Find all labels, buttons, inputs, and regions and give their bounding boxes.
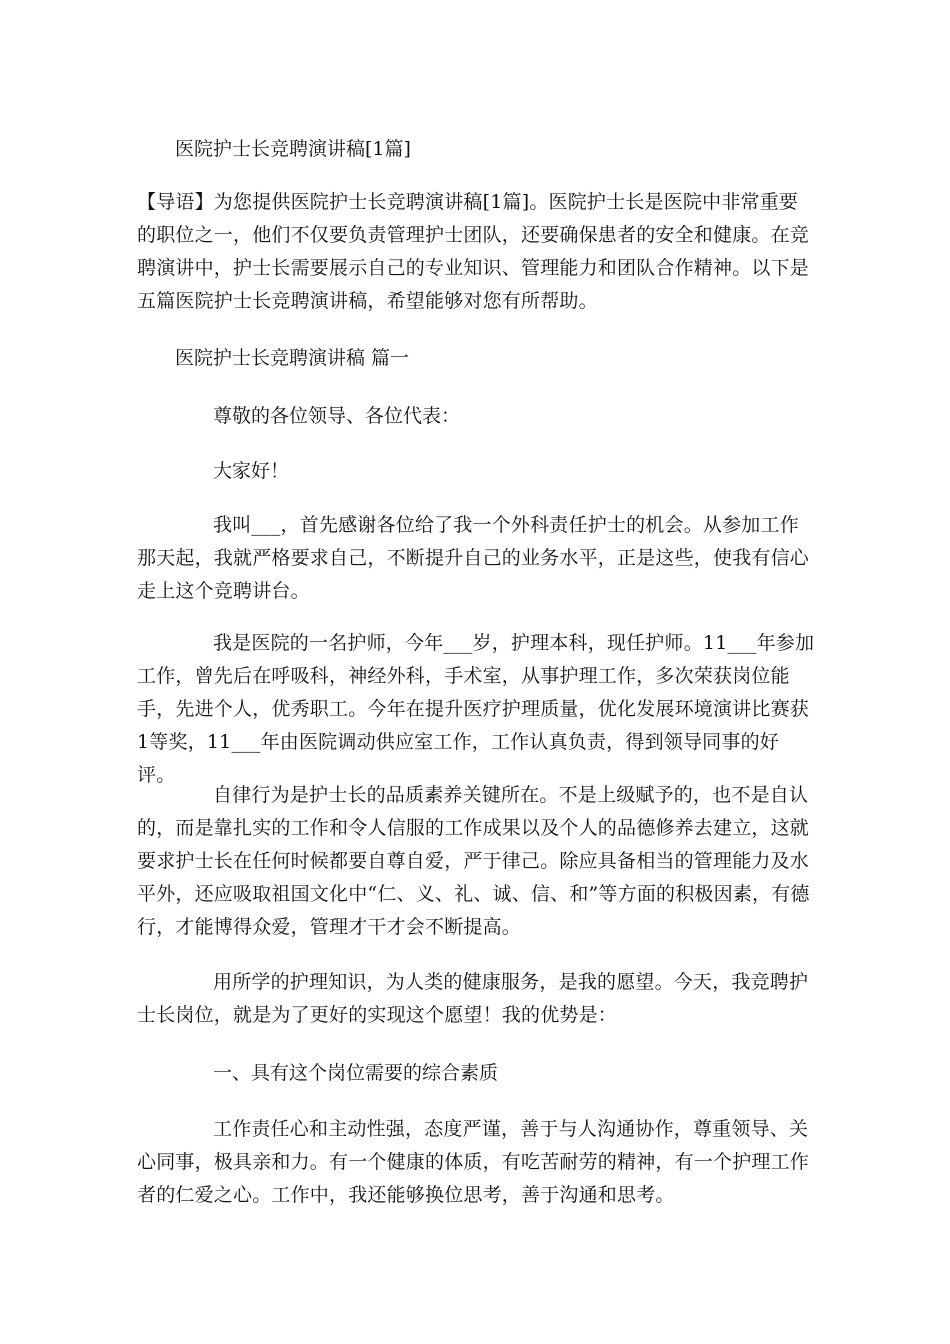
body-paragraph-3: 自律行为是护士长的品质素养关键所在。不是上级赋予的，也不是自认的，而是靠扎实的工作和令人信服的工作成果以及个人的品德修养去建立，这就要求护士长在任何时候都要自尊自爱，严于律己。除应具备相当的管理能力及水平外，还应吸取祖国文化中“仁、义、礼、诚、信、和”等方面的积极因素，有德行，才能博得众爱，管理才干才会不断提高。 (137, 784, 810, 938)
body-paragraph-5: 工作责任心和主动性强，态度严谨，善于与人沟通协作，尊重领导、关心同事，极具亲和力。有一个健康的体质，有吃苦耐劳的精神，有一个护理工作者的仁爱之心。工作中，我还能够换位思考，善于沟通和思考。 (137, 1118, 810, 1206)
body-paragraph-4: 用所学的护理知识，为人类的健康服务，是我的愿望。今天，我竞聘护士长岗位，就是为了更好的实现这个愿望！我的优势是： (137, 971, 809, 1026)
salutation: 尊敬的各位领导、各位代表： (213, 405, 461, 427)
greeting: 大家好！ (213, 460, 290, 482)
intro-paragraph: 【导语】为您提供医院护士长竞聘演讲稿[1篇]。医院护士长是医院中非常重要的职位之一，他们不仅要负责管理护士团队，还要确保患者的安全和健康。在竞聘演讲中，护士长需要展示自己的专业知识、管理能力和团队合作精神。以下是五篇医院护士长竞聘演讲稿，希望能够对您有所帮助。 (137, 191, 810, 312)
document-title: 医院护士长竞聘演讲稿[1篇] (175, 138, 411, 160)
subheading: 一、具有这个岗位需要的综合素质 (213, 1062, 499, 1084)
body-paragraph-2: 我是医院的一名护师，今年___岁，护理本科，现任护师。11___年参加工作，曾先后在呼吸科，神经外科，手术室，从事护理工作，多次荣获岗位能手，先进个人，优秀职工。今年在提升医疗护理质量，优化发展环境演讲比赛获1等奖，11___年由医院调动供应室工作，工作认真负责，得到领导同事的好评。 (137, 632, 815, 786)
body-paragraph-1: 我叫___，首先感谢各位给了我一个外科责任护士的机会。从参加工作那天起，我就严格要求自己，不断提升自己的业务水平，正是这些，使我有信心走上这个竞聘讲台。 (137, 514, 810, 602)
section-heading: 医院护士长竞聘演讲稿 篇一 (175, 347, 410, 369)
